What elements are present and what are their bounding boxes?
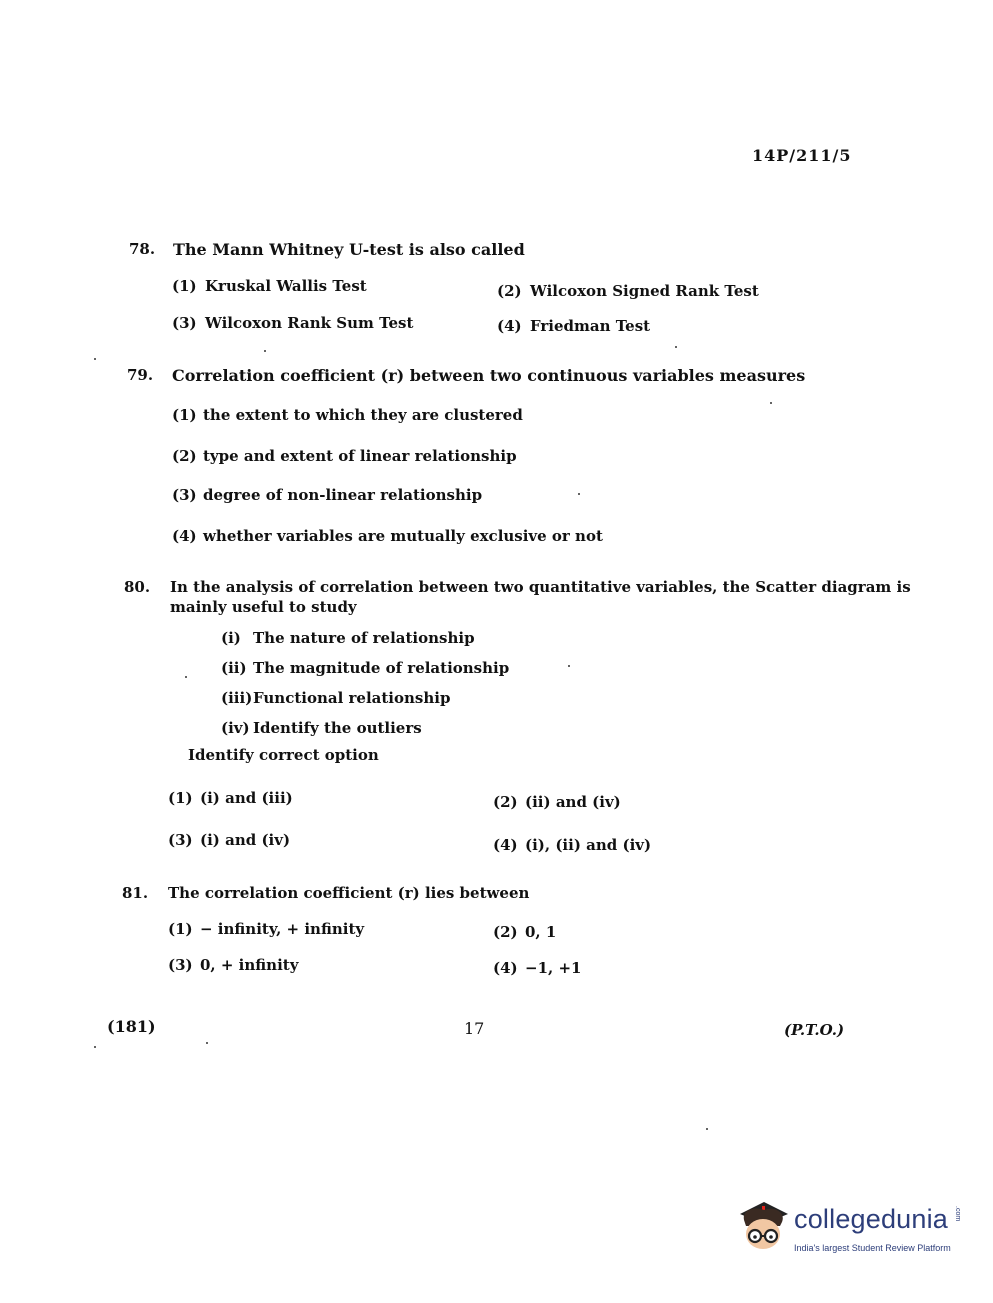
q81-option-3-text: 0, + infinity <box>200 956 299 974</box>
q80-statement-3-number: (iii) <box>221 689 253 707</box>
q79-option-4-text: whether variables are mutually exclusive or not <box>203 527 603 545</box>
q79-option-2-text: type and extent of linear relationship <box>203 447 517 465</box>
q81-option-4-text: −1, +1 <box>525 959 582 977</box>
question-81-text: The correlation coefficient (r) lies between <box>168 884 530 902</box>
q80-instruction: Identify correct option <box>188 746 379 764</box>
q80-option-1-text: (i) and (iii) <box>200 789 293 807</box>
page-number: 17 <box>464 1019 485 1038</box>
q80-option-4-text: (i), (ii) and (iv) <box>525 836 652 854</box>
q81-option-1-number: (1) <box>168 920 193 938</box>
question-78-number: 78. <box>129 240 156 258</box>
q80-statement-1-text: The nature of relationship <box>253 629 475 647</box>
q79-option-4-number: (4) <box>172 527 197 545</box>
q81-option-2-text: 0, 1 <box>525 923 557 941</box>
q78-option-4-text: Friedman Test <box>530 317 651 335</box>
logo-suffix: .com <box>954 1206 961 1222</box>
q80-option-3-text: (i) and (iv) <box>200 831 291 849</box>
scan-speck <box>264 350 266 352</box>
question-80-text-line1: In the analysis of correlation between two quantitative variables, the Scatter diagram is <box>170 578 911 596</box>
q78-option-1-number: (1) <box>172 277 197 295</box>
scan-speck <box>568 665 570 667</box>
scan-speck <box>206 1042 208 1044</box>
question-78-text: The Mann Whitney U-test is also called <box>173 240 525 259</box>
question-80-number: 80. <box>124 578 151 596</box>
q80-option-3-number: (3) <box>168 831 193 849</box>
q81-option-2-number: (2) <box>493 923 518 941</box>
question-79-number: 79. <box>127 366 154 384</box>
q78-option-3-number: (3) <box>172 314 197 332</box>
q78-option-4-number: (4) <box>497 317 522 335</box>
q80-option-2-number: (2) <box>493 793 518 811</box>
logo-brand: collegedunia <box>794 1204 949 1234</box>
scan-speck <box>770 402 772 404</box>
question-81-number: 81. <box>122 884 149 902</box>
q79-option-3-number: (3) <box>172 486 197 504</box>
question-79-text: Correlation coefficient (r) between two continuous variables measures <box>172 366 806 385</box>
scan-speck <box>578 493 580 495</box>
q81-option-1-text: − infinity, + infinity <box>200 920 365 938</box>
q78-option-3-text: Wilcoxon Rank Sum Test <box>205 314 414 332</box>
q78-option-1-text: Kruskal Wallis Test <box>205 277 367 295</box>
q78-option-2-number: (2) <box>497 282 522 300</box>
q80-statement-1-number: (i) <box>221 629 241 647</box>
scan-speck <box>94 1046 96 1048</box>
q79-option-3-text: degree of non-linear relationship <box>203 486 483 504</box>
q80-option-2-text: (ii) and (iv) <box>525 793 621 811</box>
q80-statement-4-text: Identify the outliers <box>253 719 422 737</box>
logo-tagline: India's largest Student Review Platform <box>794 1243 951 1253</box>
q80-option-4-number: (4) <box>493 836 518 854</box>
q80-option-1-number: (1) <box>168 789 193 807</box>
booklet-number: (181) <box>107 1017 156 1036</box>
q80-statement-2-text: The magnitude of relationship <box>253 659 510 677</box>
q80-statement-2-number: (ii) <box>221 659 247 677</box>
q79-option-2-number: (2) <box>172 447 197 465</box>
q79-option-1-text: the extent to which they are clustered <box>203 406 523 424</box>
q79-option-1-number: (1) <box>172 406 197 424</box>
paper-code: 14P/211/5 <box>752 146 852 165</box>
scan-speck <box>706 1128 708 1130</box>
q81-option-4-number: (4) <box>493 959 518 977</box>
scan-speck <box>185 676 187 678</box>
question-80-text-line2: mainly useful to study <box>170 598 357 616</box>
q78-option-2-text: Wilcoxon Signed Rank Test <box>530 282 759 300</box>
q81-option-3-number: (3) <box>168 956 193 974</box>
q80-statement-3-text: Functional relationship <box>253 689 451 707</box>
scan-speck <box>94 358 96 360</box>
pto-label: (P.T.O.) <box>784 1021 845 1039</box>
q80-statement-4-number: (iv) <box>221 719 250 737</box>
scan-speck <box>675 346 677 348</box>
